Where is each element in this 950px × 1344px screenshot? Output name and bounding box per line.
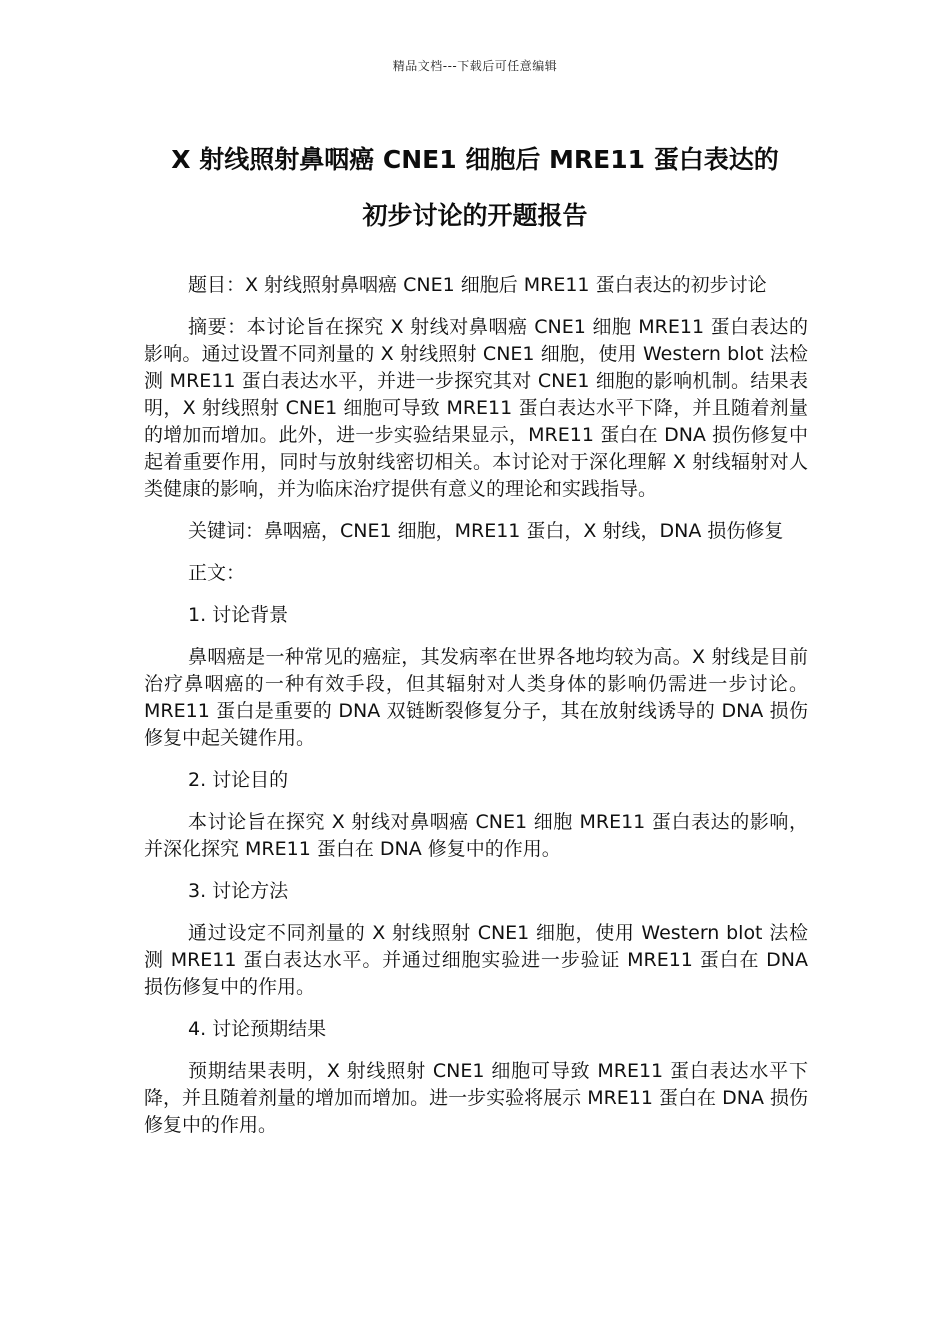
page-header-note: 精品文档---下载后可任意编辑 bbox=[392, 59, 558, 73]
section-text-background: 鼻咽癌是一种常见的癌症，其发病率在世界各地均较为高。X 射线是目前治疗鼻咽癌的一种有效手段，但其辐射对人类身体的影响仍需进一步讨论。MRE11 蛋白是重要的 DNA 双链断裂修复分子，其在放射线诱导的 DNA 损伤修复中起关键作用。 bbox=[144, 646, 808, 749]
title-line-2: 初步讨论的开题报告 bbox=[362, 201, 588, 230]
title-line-1: X 射线照射鼻咽癌 CNE1 细胞后 MRE11 蛋白表达的 bbox=[171, 145, 779, 174]
section-text-expected-results: 预期结果表明，X 射线照射 CNE1 细胞可导致 MRE11 蛋白表达水平下降，并且随着剂量的增加而增加。进一步实验将展示 MRE11 蛋白在 DNA 损伤修复中的作用。 bbox=[144, 1060, 808, 1136]
main-text-label: 正文： bbox=[188, 562, 246, 584]
abstract-paragraph: 摘要：本讨论旨在探究 X 射线对鼻咽癌 CNE1 细胞 MRE11 蛋白表达的影响。通过设置不同剂量的 X 射线照射 CNE1 细胞，使用 Western blot 法检测 MRE11 蛋白表达水平，并进一步探究其对 CNE1 细胞的影响机制。结果表明，X 射线照射 CNE1 细胞可导致 MRE11 蛋白表达水平下降，并且随着剂量的增加而增加。此外，进一步实验结果显示，MRE11 蛋白在 DNA 损伤修复中起着重要作用，同时与放射线密切相关。本讨论对于深化理解 X 射线辐射对人类健康的影响，并为临床治疗提供有意义的理论和实践指导。 bbox=[144, 316, 808, 500]
document-body bbox=[144, 272, 808, 1154]
topic-paragraph: 题目：X 射线照射鼻咽癌 CNE1 细胞后 MRE11 蛋白表达的初步讨论 bbox=[188, 274, 767, 296]
section-heading-purpose: 2. 讨论目的 bbox=[188, 769, 289, 791]
section-text-method: 通过设定不同剂量的 X 射线照射 CNE1 细胞，使用 Western blot 法检测 MRE11 蛋白表达水平。并通过细胞实验进一步验证 MRE11 蛋白在 DNA 损伤修复中的作用。 bbox=[144, 922, 808, 998]
section-heading-background: 1. 讨论背景 bbox=[188, 604, 289, 626]
document-title bbox=[120, 132, 830, 244]
section-text-purpose: 本讨论旨在探究 X 射线对鼻咽癌 CNE1 细胞 MRE11 蛋白表达的影响，并深化探究 MRE11 蛋白在 DNA 修复中的作用。 bbox=[144, 811, 808, 860]
section-heading-method: 3. 讨论方法 bbox=[188, 880, 289, 902]
keywords-paragraph: 关键词：鼻咽癌，CNE1 细胞，MRE11 蛋白，X 射线，DNA 损伤修复 bbox=[188, 520, 784, 542]
section-heading-expected-results: 4. 讨论预期结果 bbox=[188, 1018, 327, 1040]
